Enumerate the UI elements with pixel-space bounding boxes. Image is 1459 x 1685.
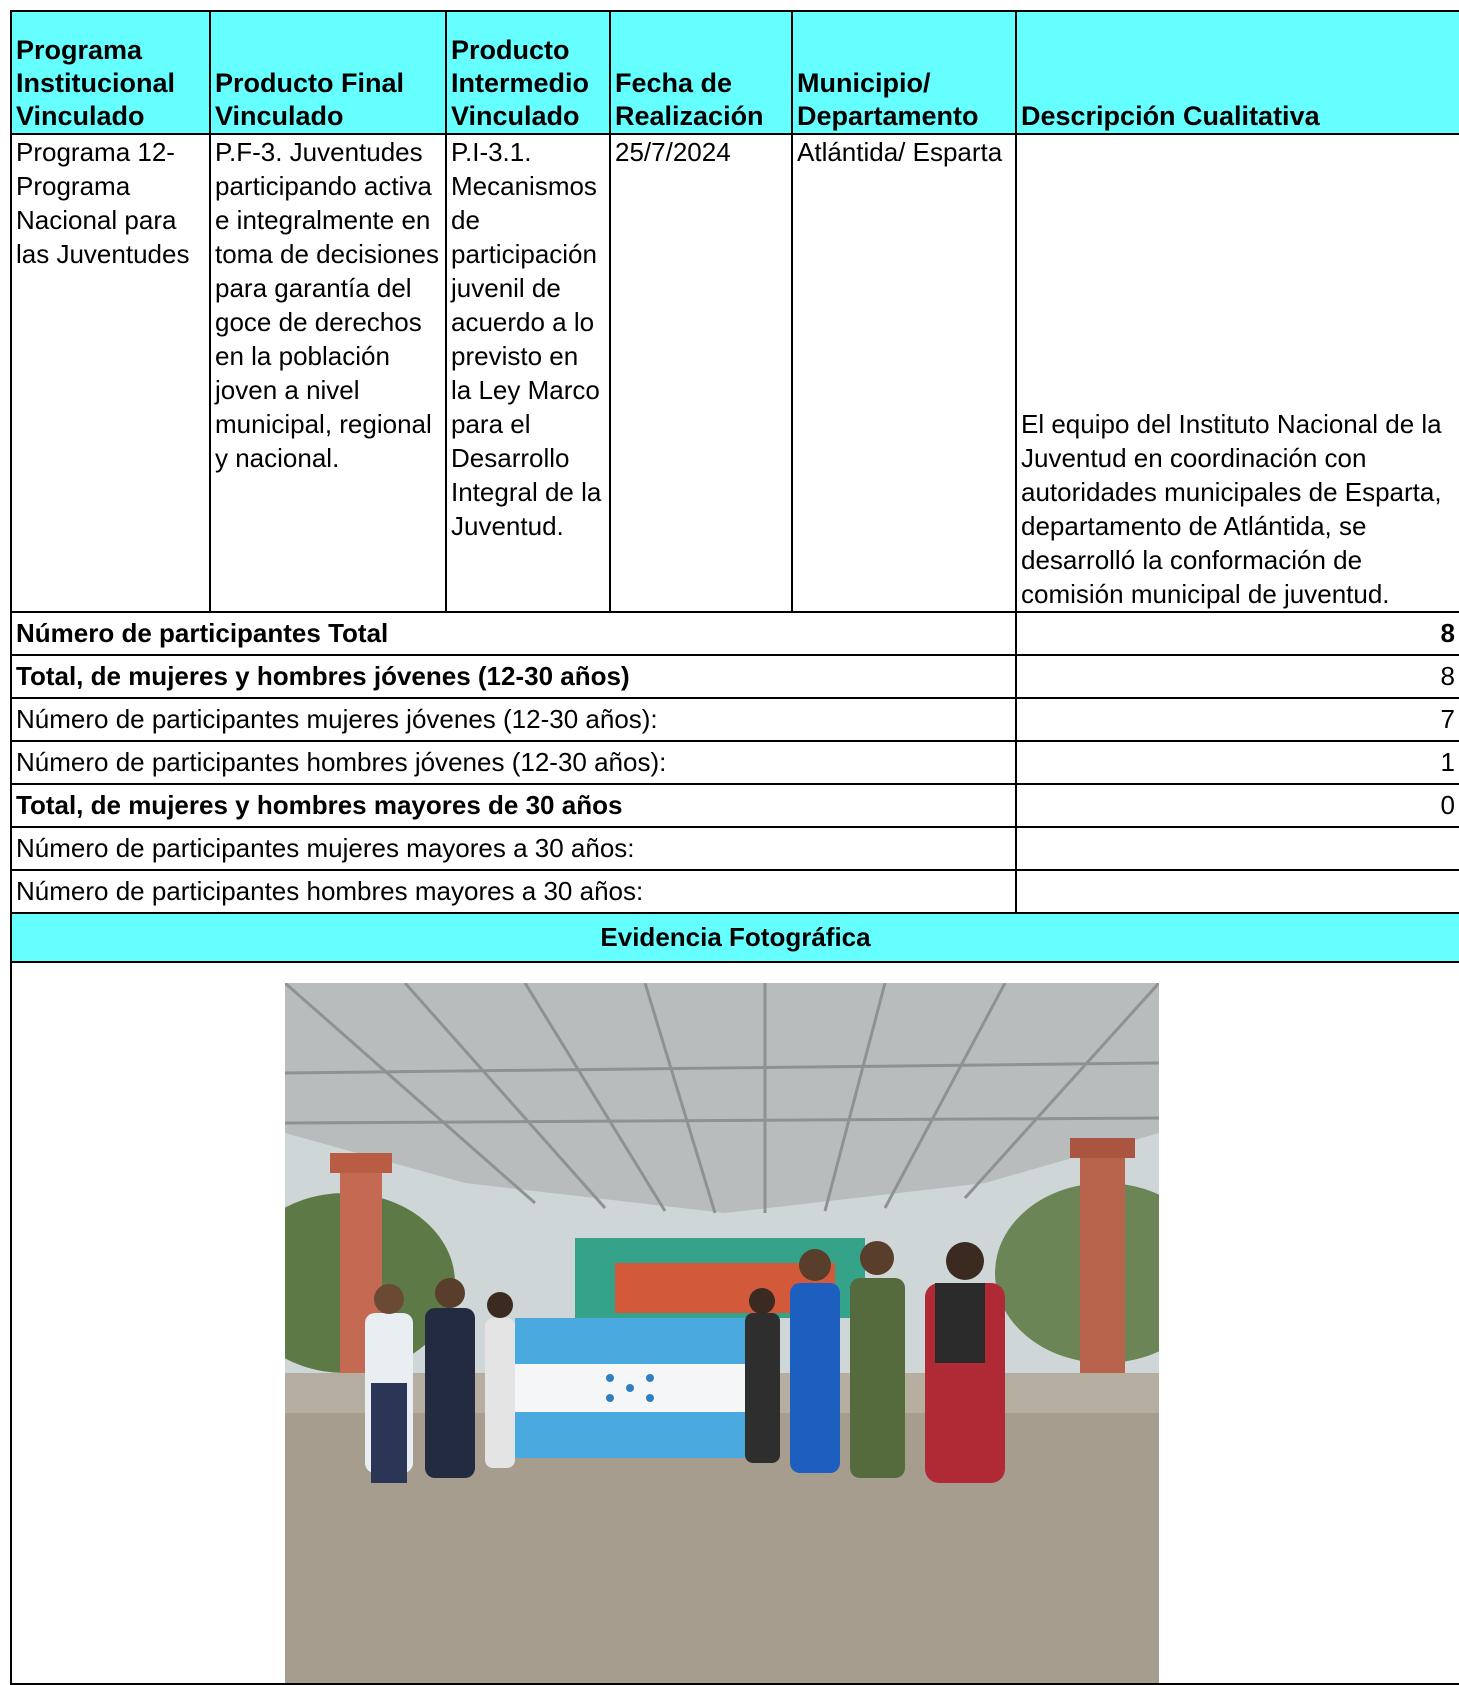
group-photo [285, 983, 1159, 1683]
stat-label: Número de participantes mujeres jóvenes (12-30 años): [11, 698, 1016, 741]
header-row [11, 11, 1459, 134]
stat-row [11, 784, 1459, 827]
stat-value: 1 [1016, 741, 1459, 784]
stat-value [1016, 827, 1459, 870]
stat-row [11, 655, 1459, 698]
data-row [11, 134, 1459, 612]
stat-label: Número de participantes Total [11, 612, 1016, 655]
stat-value: 7 [1016, 698, 1459, 741]
stat-row [11, 698, 1459, 741]
photo-cell [11, 962, 1459, 1684]
header-producto-intermedio: Producto Intermedio Vinculado [446, 11, 610, 134]
cell-programa: Programa 12- Programa Nacional para las Juventudes [11, 134, 210, 612]
photo-row [11, 962, 1459, 1684]
report-table [10, 10, 1459, 1685]
cell-fecha: 25/7/2024 [610, 134, 792, 612]
stat-label: Número de participantes hombres mayores a 30 años: [11, 870, 1016, 913]
cell-producto-final: P.F-3. Juventudes participando activa e integralmente en toma de decisiones para garantía del goce de derechos en la población joven a nivel municipal, regional y nacional. [210, 134, 446, 612]
stat-label: Número de participantes mujeres mayores a 30 años: [11, 827, 1016, 870]
cell-municipio: Atlántida/ Esparta [792, 134, 1016, 612]
stat-label: Número de participantes hombres jóvenes (12-30 años): [11, 741, 1016, 784]
header-fecha: Fecha de Realización [610, 11, 792, 134]
stat-value: 8 [1016, 612, 1459, 655]
cell-producto-intermedio: P.I-3.1. Mecanismos de participación juvenil de acuerdo a lo previsto en la Ley Marco para el Desarrollo Integral de la Juventud. [446, 134, 610, 612]
stat-row [11, 741, 1459, 784]
header-municipio: Municipio/ Departamento [792, 11, 1016, 134]
header-producto-final: Producto Final Vinculado [210, 11, 446, 134]
stat-row [11, 827, 1459, 870]
group-photo-image [285, 983, 1159, 1683]
stat-label: Total, de mujeres y hombres mayores de 30 años [11, 784, 1016, 827]
stat-value: 8 [1016, 655, 1459, 698]
header-descripcion: Descripción Cualitativa [1016, 11, 1459, 134]
stat-label: Total, de mujeres y hombres jóvenes (12-30 años) [11, 655, 1016, 698]
evidence-header-row [11, 913, 1459, 962]
report-sheet [10, 10, 1459, 1634]
evidence-title: Evidencia Fotográfica [11, 913, 1459, 962]
stat-row [11, 612, 1459, 655]
stat-value [1016, 870, 1459, 913]
cell-descripcion: El equipo del Instituto Nacional de la Juventud en coordinación con autoridades municipales de Esparta, departamento de Atlántida, se desarrolló la conformación de comisión municipal de juventud. [1016, 134, 1459, 612]
stat-row [11, 870, 1459, 913]
header-programa: Programa Institucional Vinculado [11, 11, 210, 134]
stat-value: 0 [1016, 784, 1459, 827]
